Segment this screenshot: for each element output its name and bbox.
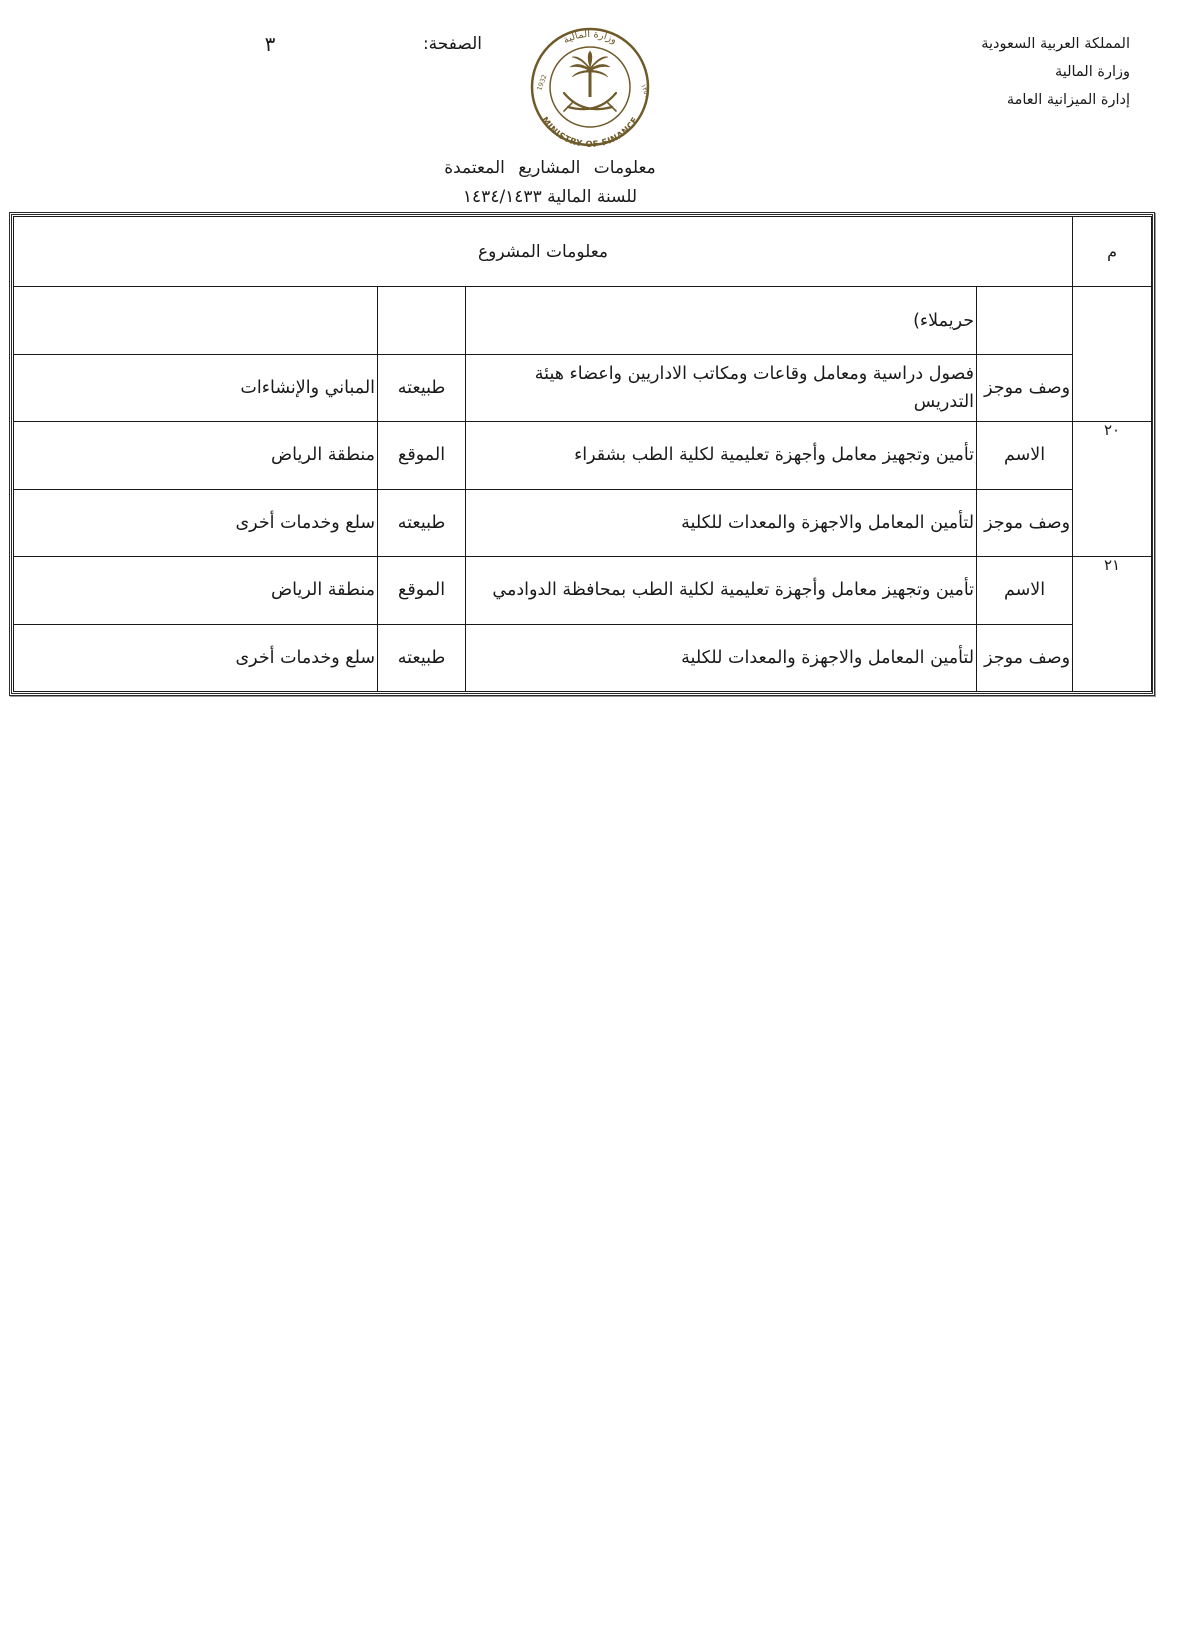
emblem-year-left: 1932	[535, 73, 549, 92]
ministry-name: وزارة المالية	[1054, 64, 1130, 80]
ministry-emblem-logo	[520, 27, 660, 147]
table-row	[14, 354, 1152, 421]
project-nature: سلع وخدمات أخرى	[14, 489, 378, 556]
kingdom-name: المملكة العربية السعودية	[981, 36, 1130, 52]
table-header-row	[14, 217, 1152, 287]
name-label-empty	[977, 287, 1073, 354]
row-number	[1073, 422, 1152, 557]
brief-label: وصف موجز	[977, 489, 1073, 556]
palm-tree-icon	[570, 51, 610, 97]
location-value-empty	[14, 287, 378, 354]
row-number-text: ٢١	[1103, 556, 1121, 575]
nature-label: طبيعته	[378, 489, 466, 556]
svg-text:MINISTRY OF FINANCE	[539, 115, 641, 147]
document-title: معلومات المشاريع المعتمدة	[444, 158, 656, 178]
nature-label: طبيعته	[378, 354, 466, 421]
page-number: ٣	[264, 32, 276, 56]
table-row	[14, 287, 1152, 354]
location-label-empty	[378, 287, 466, 354]
table-row	[14, 557, 1152, 624]
document-titles	[380, 154, 720, 212]
emblem-english-text: MINISTRY OF FINANCE	[539, 115, 641, 147]
emblem-year-right: ١٣٥١	[639, 82, 652, 99]
project-brief: لتأمين المعامل والاجهزة والمعدات للكلية	[466, 624, 977, 691]
project-nature: المباني والإنشاءات	[14, 354, 378, 421]
emblem-arabic-text: وزارة المالية	[561, 28, 619, 47]
brief-label: وصف موجز	[977, 624, 1073, 691]
name-label: الاسم	[977, 422, 1073, 489]
project-name: تأمين وتجهيز معامل وأجهزة تعليمية لكلية الطب بمحافظة الدوادمي	[466, 557, 977, 624]
department-name: إدارة الميزانية العامة	[1006, 92, 1130, 108]
project-location: منطقة الرياض	[14, 422, 378, 489]
project-name: تأمين وتجهيز معامل وأجهزة تعليمية لكلية الطب بشقراء	[466, 422, 977, 489]
project-location: منطقة الرياض	[14, 557, 378, 624]
project-name-continued: حريملاء)	[466, 287, 977, 354]
fiscal-year-subtitle: للسنة المالية ١٤٣٤/١٤٣٣	[462, 187, 638, 207]
table-row	[14, 422, 1152, 489]
row-number-text: ٢٠	[1103, 421, 1121, 440]
location-label: الموقع	[378, 557, 466, 624]
name-label: الاسم	[977, 557, 1073, 624]
row-number	[1073, 557, 1152, 692]
table-row	[14, 489, 1152, 556]
project-brief: فصول دراسية ومعامل وقاعات ومكاتب الاداريين واعضاء هيئة التدريس	[466, 354, 977, 421]
brief-label: وصف موجز	[977, 354, 1073, 421]
location-label: الموقع	[378, 422, 466, 489]
ministry-header	[870, 30, 1130, 114]
project-brief: لتأمين المعامل والاجهزة والمعدات للكلية	[466, 489, 977, 556]
table-row	[14, 624, 1152, 691]
project-nature: سلع وخدمات أخرى	[14, 624, 378, 691]
projects-table	[13, 216, 1152, 692]
column-header-project-info: معلومات المشروع	[14, 217, 1073, 287]
nature-label: طبيعته	[378, 624, 466, 691]
row-number-empty	[1073, 287, 1152, 422]
column-header-number: م	[1073, 217, 1152, 287]
page-label: الصفحة:	[422, 34, 482, 54]
